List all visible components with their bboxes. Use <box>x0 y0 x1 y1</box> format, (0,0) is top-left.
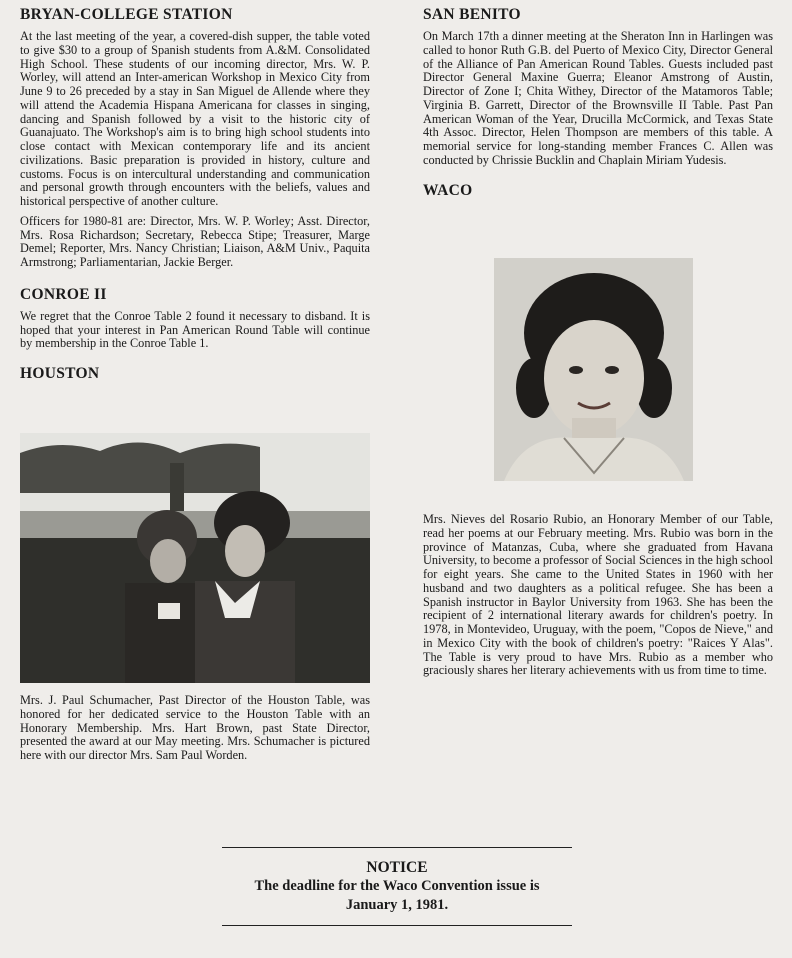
bryan-paragraph-2: Officers for 1980-81 are: Director, Mrs. W. P. Worley; Asst. Director, Mrs. Rosa Richardson; Secretary, Rebecca Stipe; Treasurer, Marge Demel; Reporter, Mrs. Nancy Christian; Liaison, A&M Univ., Paquita Armstrong; Parliamentarian, Jackie Berger. <box>20 213 370 269</box>
notice-line-1: The deadline for the Waco Convention issue is <box>254 878 540 894</box>
section-title-houston: HOUSTON <box>20 365 100 382</box>
notice-title: NOTICE <box>366 859 428 876</box>
conroe-paragraph: We regret that the Conroe Table 2 found it necessary to disband. It is hoped that your interest in Pan American Round Table will continue by membership in the Conroe Table 1. <box>20 308 370 351</box>
left-column <box>20 6 370 389</box>
notice-top-rule <box>222 847 572 848</box>
waco-portrait-photo <box>494 258 693 481</box>
section-title-bryan: BRYAN-COLLEGE STATION <box>20 6 233 23</box>
bryan-paragraph-1: At the last meeting of the year, a covered-dish supper, the table voted to give $30 to a group of Spanish students from A.&M. Consolidated High School. These students of our incoming director, Mrs. W. P. Worley, will attend an Inter-american Workshop in Mexico City from June 9 to 26 preceded by a stay in San Miguel de Allende where they will attend the Academia Hispana Americana for classes in singing, dancing and Spanish followed by a visit to the historic city of Guanajuato. The Workshop's aim is to bring high school students into close contact with Mexican contemporary life and its ancient civilizations. Basic preparation is provided in history, culture and customs. Focus is on intercultural understanding and communication and personal growth through encounters with the beliefs, values and historical perspective of another culture. <box>20 29 370 208</box>
section-title-conroe: CONROE II <box>20 285 107 303</box>
right-column <box>423 6 773 206</box>
section-title-san-benito: SAN BENITO <box>423 6 521 23</box>
san-benito-paragraph: On March 17th a dinner meeting at the Sheraton Inn in Harlingen was called to honor Ruth G.B. del Puerto of Mexico City, Director General of the Alliance of Pan American Round Tables. Guests included past Director General Maxine Guerra; Eleanor Amstrong of Austin, Director of Zone I; Chita Withey, Director of the Matamoros Table; Virginia B. Garrett, Director of the Brownsville II Table. Past Pan American Woman of the Year, Drucilla McCormick, and Texas State 4th Assoc. Director, Helen Thompson are members of this table. A memorial service for long-standing member Frances C. Allen was conducted by Chrissie Bucklin and Chaplain Miriam Yudesis. <box>423 29 773 167</box>
waco-caption: Mrs. Nieves del Rosario Rubio, an Honorary Member of our Table, read her poems at our February meeting. Mrs. Rubio was born in the province of Matanzas, Cuba, where she graduated from Havana University, to become a professor of Social Sciences in the high school for eight years. She came to the United States in 1960 with her husband and two daughters as a political refugee. She has been a Spanish instructor in Baylor University from 1963. She has been the recipient of 2 international literary awards for children's poetry. In 1978, in Montevideo, Uruguay, with the poem, "Copos de Nieve," and in Mexico City with the book of children's poetry: "Raices Y Alas". The Table is very proud to have Mrs. Rubio as a member who graciously shares her literary achievements with us from time to time. <box>423 512 773 678</box>
houston-caption: Mrs. J. Paul Schumacher, Past Director of the Houston Table, was honored for her dedicated service to the Houston Table with an Honorary Membership. Mrs. Hart Brown, past State Director, presented the award at our May meeting. Mrs. Schumacher is pictured here with our director Mrs. Sam Paul Worden. <box>20 693 370 762</box>
notice-line-2: January 1, 1981. <box>345 897 449 913</box>
section-title-waco: WACO <box>423 181 473 199</box>
houston-photo <box>20 433 370 683</box>
notice-bottom-rule <box>222 925 572 926</box>
notice-box <box>222 847 572 926</box>
